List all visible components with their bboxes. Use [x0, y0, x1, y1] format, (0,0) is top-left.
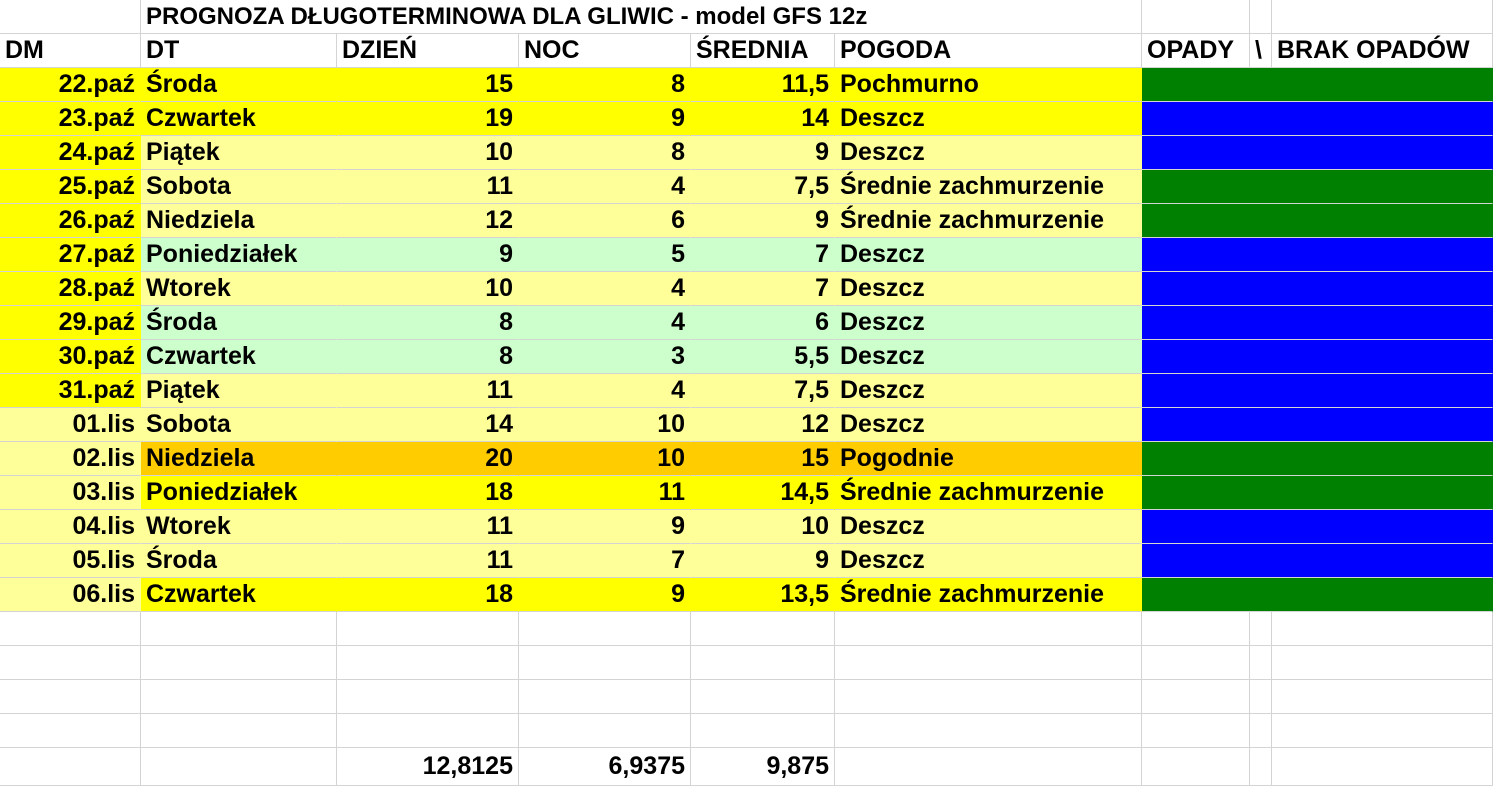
cell-precip-indicator[interactable] [1142, 476, 1493, 510]
empty-cell[interactable] [337, 612, 519, 646]
cell-precip-indicator[interactable] [1142, 204, 1493, 238]
cell-avg-temp[interactable]: 10 [691, 510, 835, 544]
cell-weather[interactable]: Średnie zachmurzenie [835, 170, 1142, 204]
cell-precip-indicator[interactable] [1142, 306, 1493, 340]
cell-weekday[interactable]: Środa [141, 544, 337, 578]
cell-precip-indicator[interactable] [1142, 102, 1493, 136]
empty-cell[interactable] [141, 680, 337, 714]
cell-night-temp[interactable]: 4 [519, 272, 691, 306]
empty-cell[interactable] [141, 646, 337, 680]
empty-cell[interactable] [0, 612, 141, 646]
cell-date[interactable]: 24.paź [0, 136, 141, 170]
empty-cell[interactable] [0, 0, 141, 34]
header-opady-separator[interactable]: \ [1250, 34, 1272, 68]
cell-weekday[interactable]: Niedziela [141, 442, 337, 476]
empty-cell[interactable] [1142, 646, 1250, 680]
cell-weekday[interactable]: Czwartek [141, 578, 337, 612]
cell-weather[interactable]: Deszcz [835, 374, 1142, 408]
cell-night-temp[interactable]: 11 [519, 476, 691, 510]
empty-cell[interactable] [1142, 612, 1250, 646]
cell-weather[interactable]: Średnie zachmurzenie [835, 204, 1142, 238]
empty-cell[interactable] [1250, 0, 1272, 34]
cell-weekday[interactable]: Niedziela [141, 204, 337, 238]
cell-day-temp[interactable]: 19 [337, 102, 519, 136]
cell-night-temp[interactable]: 9 [519, 510, 691, 544]
cell-day-temp[interactable]: 18 [337, 476, 519, 510]
cell-avg-temp[interactable]: 5,5 [691, 340, 835, 374]
cell-avg-temp[interactable]: 9 [691, 136, 835, 170]
cell-night-temp[interactable]: 4 [519, 170, 691, 204]
empty-cell[interactable] [1142, 714, 1250, 748]
empty-cell[interactable] [1250, 646, 1272, 680]
cell-date[interactable]: 29.paź [0, 306, 141, 340]
cell-day-temp[interactable]: 12 [337, 204, 519, 238]
cell-date[interactable]: 30.paź [0, 340, 141, 374]
empty-cell[interactable] [691, 612, 835, 646]
empty-cell[interactable] [691, 646, 835, 680]
cell-weekday[interactable]: Piątek [141, 374, 337, 408]
empty-cell[interactable] [519, 646, 691, 680]
cell-precip-indicator[interactable] [1142, 442, 1493, 476]
cell-day-temp[interactable]: 11 [337, 170, 519, 204]
header-pogoda[interactable]: POGODA [835, 34, 1142, 68]
empty-cell[interactable] [691, 680, 835, 714]
cell-avg-temp[interactable]: 6 [691, 306, 835, 340]
cell-weekday[interactable]: Czwartek [141, 102, 337, 136]
cell-weather[interactable]: Pochmurno [835, 68, 1142, 102]
empty-cell[interactable] [1250, 680, 1272, 714]
cell-date[interactable]: 05.lis [0, 544, 141, 578]
cell-night-temp[interactable]: 5 [519, 238, 691, 272]
empty-cell[interactable] [1272, 748, 1493, 786]
cell-weather[interactable]: Deszcz [835, 340, 1142, 374]
empty-cell[interactable] [1142, 748, 1250, 786]
cell-avg-temp[interactable]: 9 [691, 544, 835, 578]
cell-night-temp[interactable]: 8 [519, 136, 691, 170]
cell-night-temp[interactable]: 10 [519, 408, 691, 442]
cell-weather[interactable]: Deszcz [835, 544, 1142, 578]
cell-weekday[interactable]: Sobota [141, 170, 337, 204]
empty-cell[interactable] [0, 646, 141, 680]
header-dm[interactable]: DM [0, 34, 141, 68]
empty-cell[interactable] [519, 714, 691, 748]
empty-cell[interactable] [1272, 612, 1493, 646]
empty-cell[interactable] [1250, 612, 1272, 646]
cell-weekday[interactable]: Środa [141, 68, 337, 102]
empty-cell[interactable] [1142, 680, 1250, 714]
cell-weather[interactable]: Średnie zachmurzenie [835, 578, 1142, 612]
cell-avg-temp[interactable]: 7 [691, 272, 835, 306]
cell-day-temp[interactable]: 10 [337, 136, 519, 170]
cell-avg-temp[interactable]: 13,5 [691, 578, 835, 612]
cell-weather[interactable]: Deszcz [835, 136, 1142, 170]
cell-day-temp[interactable]: 11 [337, 374, 519, 408]
header-brak-opadow[interactable]: BRAK OPADÓW [1272, 34, 1493, 68]
cell-avg-temp[interactable]: 11,5 [691, 68, 835, 102]
cell-date[interactable]: 25.paź [0, 170, 141, 204]
empty-cell[interactable] [1272, 646, 1493, 680]
cell-day-temp[interactable]: 14 [337, 408, 519, 442]
cell-day-temp[interactable]: 8 [337, 340, 519, 374]
cell-night-temp[interactable]: 9 [519, 578, 691, 612]
empty-cell[interactable] [835, 612, 1142, 646]
cell-precip-indicator[interactable] [1142, 578, 1493, 612]
empty-cell[interactable] [337, 680, 519, 714]
cell-day-temp[interactable]: 8 [337, 306, 519, 340]
cell-precip-indicator[interactable] [1142, 272, 1493, 306]
empty-cell[interactable] [835, 646, 1142, 680]
cell-night-temp[interactable]: 9 [519, 102, 691, 136]
empty-cell[interactable] [141, 714, 337, 748]
cell-night-temp[interactable]: 3 [519, 340, 691, 374]
cell-precip-indicator[interactable] [1142, 238, 1493, 272]
cell-weather[interactable]: Deszcz [835, 510, 1142, 544]
cell-weekday[interactable]: Środa [141, 306, 337, 340]
cell-date[interactable]: 03.lis [0, 476, 141, 510]
cell-weekday[interactable]: Wtorek [141, 272, 337, 306]
cell-day-temp[interactable]: 15 [337, 68, 519, 102]
empty-cell[interactable] [1272, 714, 1493, 748]
cell-weather[interactable]: Deszcz [835, 238, 1142, 272]
cell-date[interactable]: 27.paź [0, 238, 141, 272]
cell-night-temp[interactable]: 4 [519, 374, 691, 408]
empty-cell[interactable] [0, 680, 141, 714]
cell-day-temp[interactable]: 20 [337, 442, 519, 476]
cell-avg-temp[interactable]: 14 [691, 102, 835, 136]
cell-day-temp[interactable]: 18 [337, 578, 519, 612]
cell-date[interactable]: 26.paź [0, 204, 141, 238]
empty-cell[interactable] [0, 748, 141, 786]
cell-day-temp[interactable]: 10 [337, 272, 519, 306]
empty-cell[interactable] [1142, 0, 1250, 34]
cell-day-temp[interactable]: 11 [337, 510, 519, 544]
cell-date[interactable]: 23.paź [0, 102, 141, 136]
cell-date[interactable]: 22.paź [0, 68, 141, 102]
cell-precip-indicator[interactable] [1142, 510, 1493, 544]
sheet-title[interactable]: PROGNOZA DŁUGOTERMINOWA DLA GLIWIC - model GFS 12z [141, 0, 1142, 34]
cell-precip-indicator[interactable] [1142, 68, 1493, 102]
cell-weather[interactable]: Średnie zachmurzenie [835, 476, 1142, 510]
cell-night-temp[interactable]: 4 [519, 306, 691, 340]
avg-mean-temp[interactable]: 9,875 [691, 748, 835, 786]
cell-weekday[interactable]: Wtorek [141, 510, 337, 544]
cell-precip-indicator[interactable] [1142, 408, 1493, 442]
empty-cell[interactable] [1272, 0, 1493, 34]
empty-cell[interactable] [1250, 748, 1272, 786]
cell-avg-temp[interactable]: 9 [691, 204, 835, 238]
cell-date[interactable]: 31.paź [0, 374, 141, 408]
cell-weekday[interactable]: Piątek [141, 136, 337, 170]
empty-cell[interactable] [519, 680, 691, 714]
cell-precip-indicator[interactable] [1142, 136, 1493, 170]
empty-cell[interactable] [0, 714, 141, 748]
empty-cell[interactable] [1272, 680, 1493, 714]
cell-night-temp[interactable]: 10 [519, 442, 691, 476]
cell-weather[interactable]: Pogodnie [835, 442, 1142, 476]
cell-date[interactable]: 04.lis [0, 510, 141, 544]
empty-cell[interactable] [835, 680, 1142, 714]
cell-weekday[interactable]: Czwartek [141, 340, 337, 374]
cell-date[interactable]: 06.lis [0, 578, 141, 612]
cell-weekday[interactable]: Poniedziałek [141, 238, 337, 272]
cell-avg-temp[interactable]: 12 [691, 408, 835, 442]
cell-avg-temp[interactable]: 7,5 [691, 374, 835, 408]
cell-avg-temp[interactable]: 7,5 [691, 170, 835, 204]
cell-weekday[interactable]: Poniedziałek [141, 476, 337, 510]
cell-night-temp[interactable]: 6 [519, 204, 691, 238]
avg-day-temp[interactable]: 12,8125 [337, 748, 519, 786]
cell-precip-indicator[interactable] [1142, 170, 1493, 204]
empty-cell[interactable] [835, 748, 1142, 786]
cell-night-temp[interactable]: 8 [519, 68, 691, 102]
cell-weekday[interactable]: Sobota [141, 408, 337, 442]
empty-cell[interactable] [337, 714, 519, 748]
avg-night-temp[interactable]: 6,9375 [519, 748, 691, 786]
header-noc[interactable]: NOC [519, 34, 691, 68]
empty-cell[interactable] [519, 612, 691, 646]
cell-weather[interactable]: Deszcz [835, 408, 1142, 442]
cell-avg-temp[interactable]: 15 [691, 442, 835, 476]
cell-avg-temp[interactable]: 14,5 [691, 476, 835, 510]
empty-cell[interactable] [691, 714, 835, 748]
cell-date[interactable]: 02.lis [0, 442, 141, 476]
cell-night-temp[interactable]: 7 [519, 544, 691, 578]
cell-day-temp[interactable]: 9 [337, 238, 519, 272]
empty-cell[interactable] [337, 646, 519, 680]
header-dt[interactable]: DT [141, 34, 337, 68]
header-srednia[interactable]: ŚREDNIA [691, 34, 835, 68]
cell-precip-indicator[interactable] [1142, 374, 1493, 408]
empty-cell[interactable] [835, 714, 1142, 748]
empty-cell[interactable] [141, 612, 337, 646]
empty-cell[interactable] [1250, 714, 1272, 748]
cell-date[interactable]: 01.lis [0, 408, 141, 442]
cell-weather[interactable]: Deszcz [835, 272, 1142, 306]
cell-weather[interactable]: Deszcz [835, 102, 1142, 136]
cell-day-temp[interactable]: 11 [337, 544, 519, 578]
cell-weather[interactable]: Deszcz [835, 306, 1142, 340]
cell-precip-indicator[interactable] [1142, 340, 1493, 374]
header-opady[interactable]: OPADY [1142, 34, 1250, 68]
cell-precip-indicator[interactable] [1142, 544, 1493, 578]
cell-avg-temp[interactable]: 7 [691, 238, 835, 272]
header-dzien[interactable]: DZIEŃ [337, 34, 519, 68]
empty-cell[interactable] [141, 748, 337, 786]
cell-date[interactable]: 28.paź [0, 272, 141, 306]
